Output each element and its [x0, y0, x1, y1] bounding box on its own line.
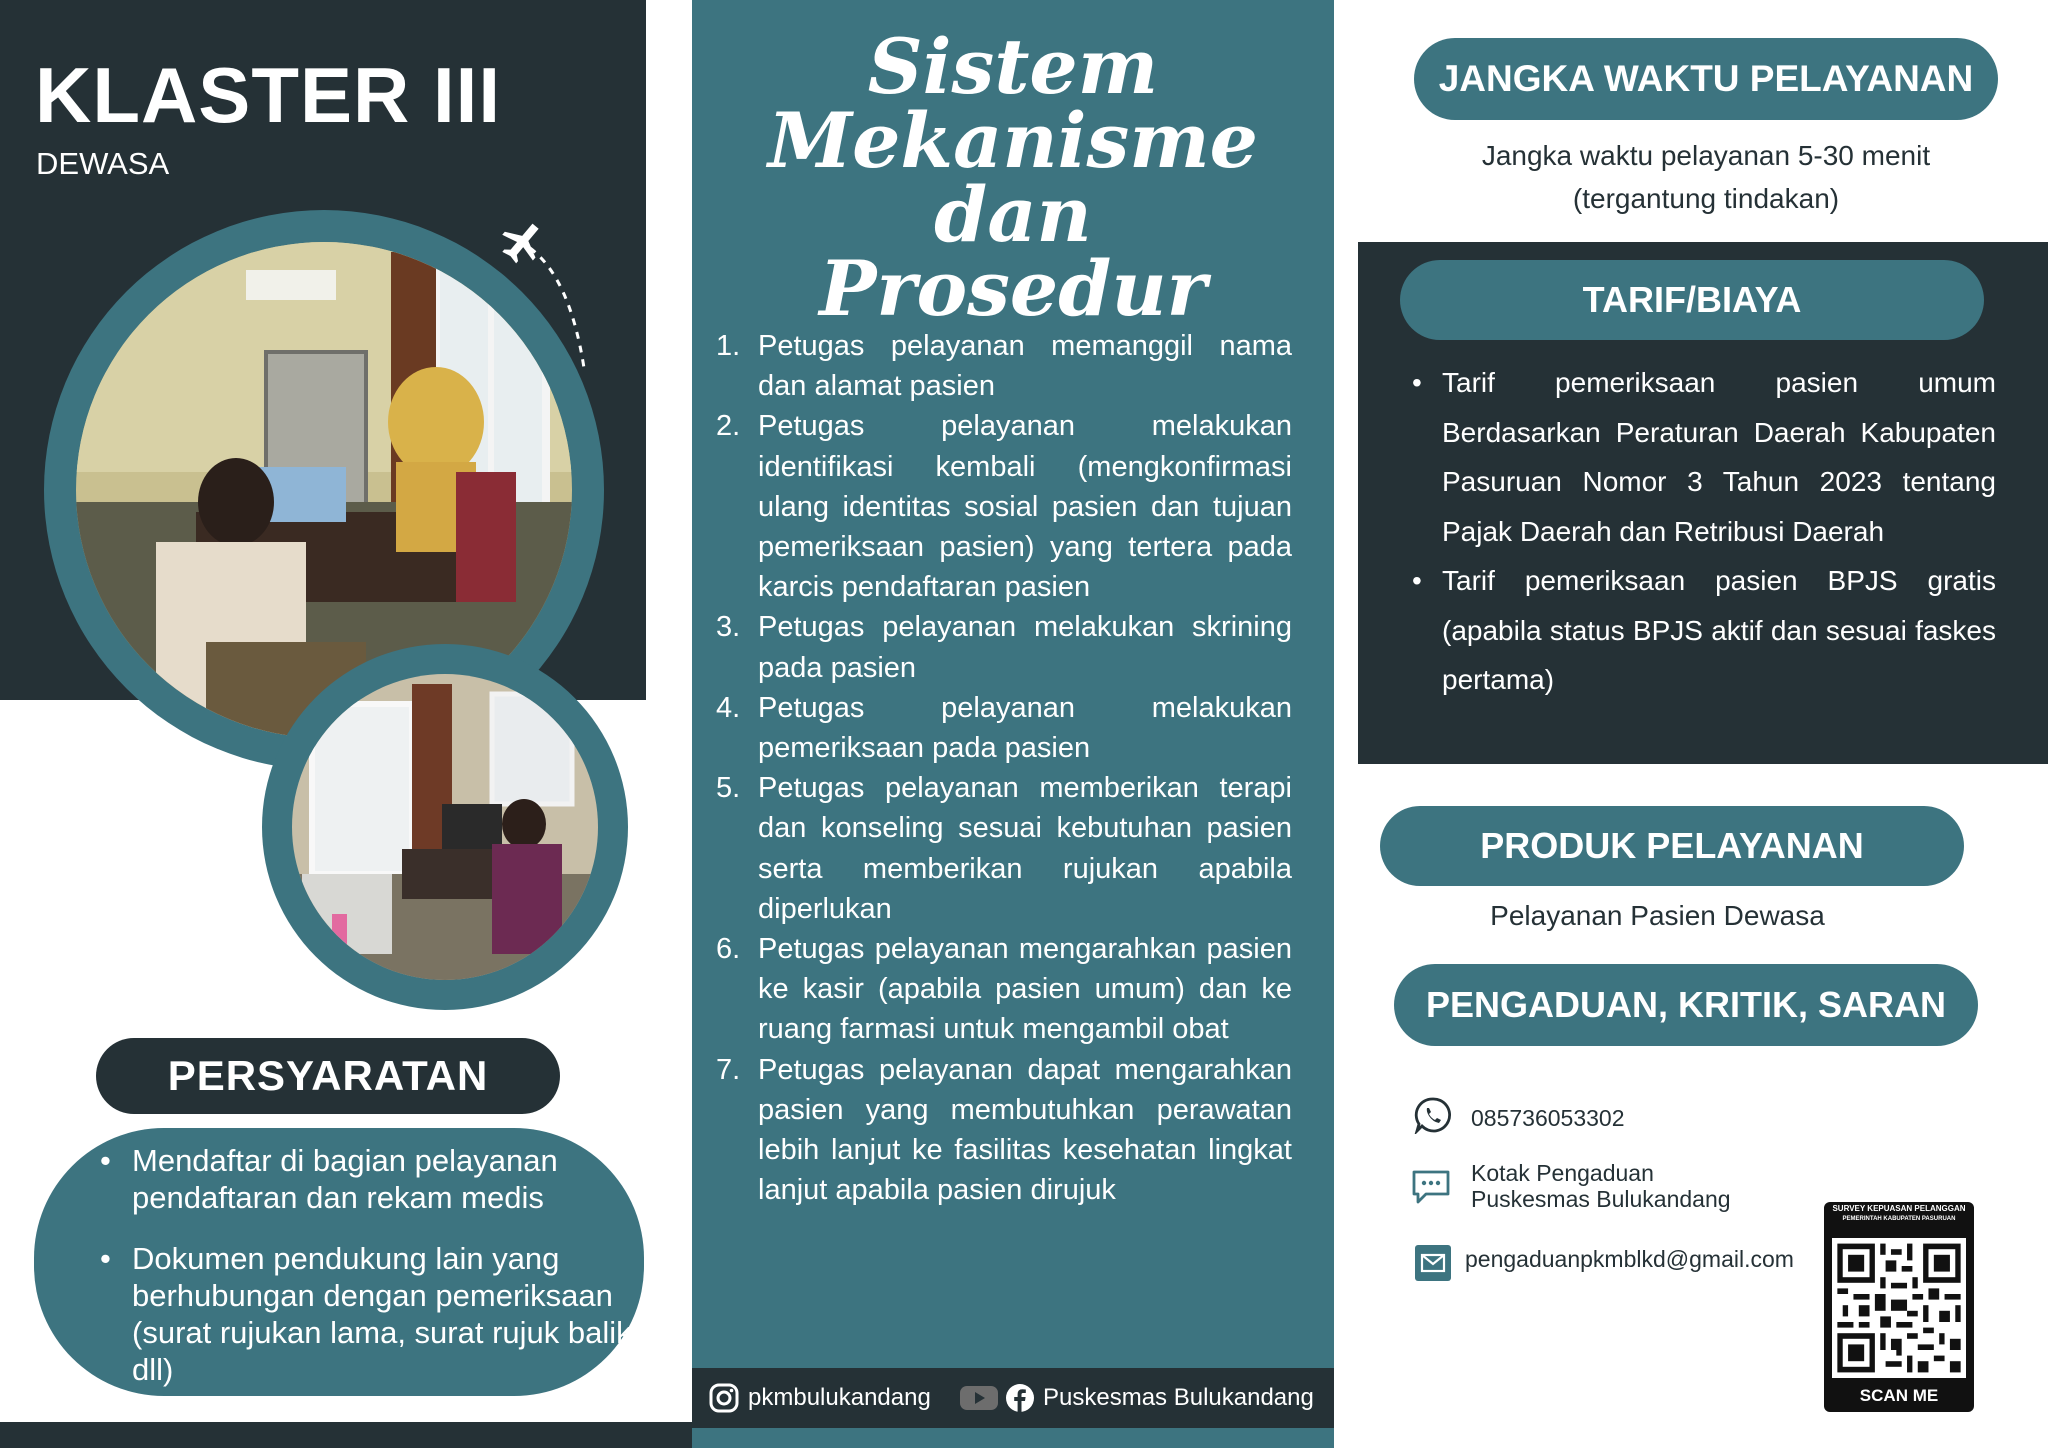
middle-bottom-strip [692, 1428, 1334, 1448]
step-text: Petugas pelayanan melakukan identifikasi kembali (mengkonfirmasi ulang identitas sosial pasien dan tujuan pemeriksaan pasien) yang tertera pada karcis pendaftaran pasien [758, 410, 1292, 604]
requirement-item: • Mendaftar di bagian pelayanan pendaftaran dan rekam medis [132, 1142, 652, 1216]
step-number: 6. [716, 933, 741, 966]
qr-header [1824, 1204, 1974, 1224]
procedure-step [716, 929, 1292, 1050]
youtube-icon [959, 1384, 999, 1412]
cluster-title: KLASTER III [35, 51, 502, 139]
service-time-line: (tergantung tindakan) [1572, 183, 1840, 214]
step-text: Petugas pelayanan mengarahkan pasien ke kasir (apabila pasien umum) dan ke ruang farmasi untuk mengambil obat [758, 933, 1292, 1046]
requirements-list [34, 1142, 652, 1412]
procedure-step [716, 1050, 1292, 1211]
phone-number[interactable]: 085736053302 [1471, 1105, 1625, 1131]
procedure-title-line: Prosedur [819, 244, 1207, 333]
service-product-text: Pelayanan Pasien Dewasa [1490, 900, 1825, 931]
service-time-line: Jangka waktu pelayanan 5-30 menit [1481, 140, 1931, 171]
tariff-item: • Tarif pemeriksaan pasien umum Berdasarkan Peraturan Daerah Kabupaten Pasuruan Nomor 3 Tahun 2023 tentang Pajak Daerah dan Retribusi Daerah [1412, 358, 1996, 556]
qr-scan-label: SCAN ME [1859, 1386, 1939, 1405]
step-text: Petugas pelayanan melakukan pemeriksaan pada pasien [758, 691, 1292, 765]
examination-room-photo [292, 674, 598, 980]
step-number: 2. [716, 410, 741, 443]
procedure-step [716, 406, 1292, 607]
tariff-list [1412, 358, 1996, 705]
step-text: Petugas pelayanan dapat mengarahkan pasien yang membutuhkan perawatan lebih lanjut ke fasilitas kesehatan lingkat lanjut apabila pasien dirujuk [758, 1053, 1292, 1207]
procedure-title [692, 22, 1334, 333]
procedure-title-line: Mekanisme dan [767, 96, 1259, 259]
step-text: Petugas pelayanan memanggil nama dan alamat pasien [758, 330, 1292, 403]
service-time-heading: JANGKA WAKTU PELAYANAN [1414, 38, 1998, 120]
qr-header-line: PEMERINTAH KABUPATEN PASURUAN [1842, 1216, 1956, 1222]
requirements-box [34, 1128, 644, 1396]
facebook-name: Puskesmas Bulukandang [1043, 1384, 1314, 1411]
social-footer [692, 1368, 1334, 1428]
step-number: 7. [716, 1053, 741, 1086]
qr-code-icon [1832, 1238, 1966, 1378]
qr-header-line: SURVEY KEPUASAN PELANGGAN [1832, 1204, 1966, 1213]
step-text: Petugas pelayanan melakukan skrining pada pasien [758, 611, 1292, 684]
complaint-box-label [1471, 1160, 1731, 1212]
step-number: 5. [716, 772, 741, 805]
facebook-icon [1005, 1383, 1035, 1413]
complaint-box-line: Puskesmas Bulukandang [1471, 1186, 1731, 1212]
instagram-icon [708, 1382, 740, 1414]
procedure-step [716, 768, 1292, 929]
complaint-box-line: Kotak Pengaduan [1471, 1160, 1654, 1186]
service-time-text [1414, 134, 1998, 220]
whatsapp-icon [1414, 1096, 1452, 1134]
procedure-step [716, 607, 1292, 687]
instagram-link[interactable] [708, 1368, 931, 1428]
tariff-heading: TARIF/BIAYA [1400, 260, 1984, 340]
requirements-heading: PERSYARATAN [96, 1038, 560, 1114]
facebook-link[interactable] [959, 1368, 1314, 1428]
tariff-item: • Tarif pemeriksaan pasien BPJS gratis (apabila status BPJS aktif dan sesuai faskes pertama) [1412, 556, 1996, 705]
email-icon [1414, 1244, 1452, 1282]
left-bottom-bar [0, 1422, 692, 1448]
email-address[interactable]: pengaduanpkmblkd@gmail.com [1465, 1246, 1794, 1272]
procedure-steps [716, 326, 1292, 1210]
step-number: 3. [716, 611, 741, 644]
complaints-heading: PENGADUAN, KRITIK, SARAN [1394, 964, 1978, 1046]
survey-qr-code[interactable] [1824, 1202, 1974, 1412]
procedure-step [716, 688, 1292, 768]
service-product-heading: PRODUK PELAYANAN [1380, 806, 1964, 886]
chat-bubble-icon [1410, 1168, 1452, 1206]
step-text: Petugas pelayanan memberikan terapi dan konseling sesuai kebutuhan pasien serta memberikan rujukan apabila diperlukan [758, 772, 1292, 925]
cluster-subtitle: DEWASA [36, 146, 170, 181]
procedure-step [716, 326, 1292, 406]
step-number: 4. [716, 691, 741, 724]
instagram-handle: pkmbulukandang [748, 1384, 931, 1411]
requirement-item: • Dokumen pendukung lain yang berhubungan dengan pemeriksaan (surat rujukan lama, surat rujuk balik, dll) [132, 1240, 652, 1388]
step-number: 1. [716, 330, 741, 362]
procedure-title-line: Sistem [867, 22, 1159, 111]
